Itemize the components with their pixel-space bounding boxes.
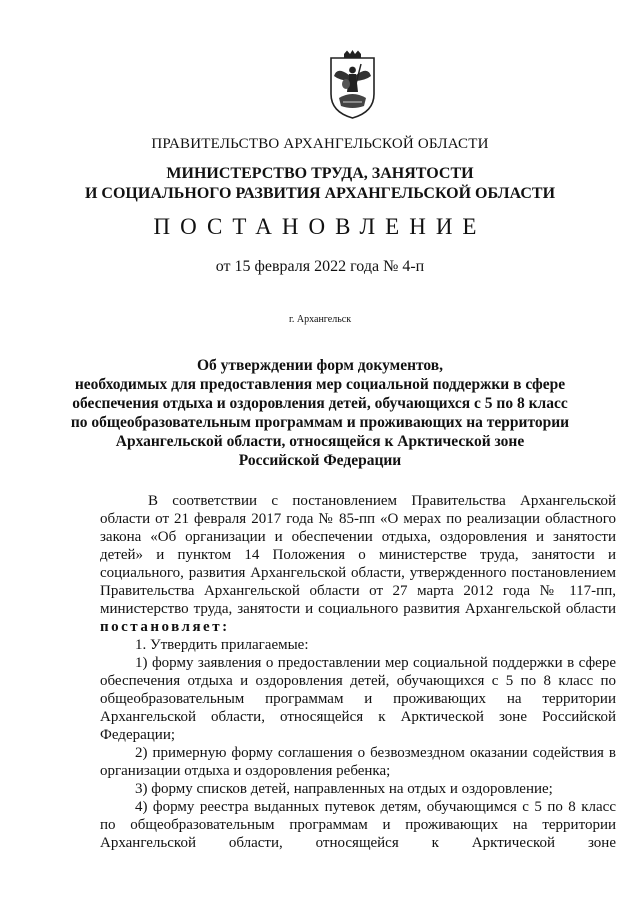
coat-of-arms-graphic <box>325 50 380 120</box>
title-line: необходимых для предоставления мер социальной поддержки в сфере <box>74 376 566 393</box>
government-name: ПРАВИТЕЛЬСТВО АРХАНГЕЛЬСКОЙ ОБЛАСТИ <box>151 136 489 152</box>
point-1: 1. Утвердить прилагаемые: <box>135 637 309 653</box>
list-item-2: 2) примерную форму соглашения о безвозмездном оказании содействия в организации отдыха и оздоровления ребенка; <box>100 745 616 779</box>
coat-of-arms-icon <box>325 50 380 120</box>
ministry-line-1: МИНИСТЕРСТВО ТРУДА, ЗАНЯТОСТИ <box>166 165 474 182</box>
document-date-number: от 15 февраля 2022 года № 4-п <box>215 258 425 275</box>
ministry-line-2: И СОЦИАЛЬНОГО РАЗВИТИЯ АРХАНГЕЛЬСКОЙ ОБЛАСТИ <box>84 185 556 202</box>
list-item-1: 1) форму заявления о предоставлении мер социальной поддержки в сфере обеспечения отдыха и оздоровления детей, обучающихся с 5 по 8 класс по общеобразовательным программам и проживающих на территории Архангельской области, относящейся к Арктической зоне Российской Федерации; <box>100 655 616 743</box>
resolves-word: постановляет: <box>100 619 230 635</box>
title-line: Российской Федерации <box>238 452 402 469</box>
document-body <box>100 492 616 852</box>
document-title <box>70 356 570 470</box>
document-city: г. Архангельск <box>288 314 352 325</box>
list-item-3: 3) форму списков детей, направленных на отдых и оздоровление; <box>135 781 553 797</box>
title-line: Архангельской области, относящейся к Арктической зоне <box>115 433 525 450</box>
list-item-4: 4) форму реестра выданных путевок детям, обучающимся с 5 по 8 класс по общеобразовательным программам и проживающих на территории Архангельской области, относящейся к Арктической зоне <box>100 799 616 851</box>
ministry-name <box>0 164 640 204</box>
title-line: по общеобразовательным программам и проживающих на территории <box>70 414 570 431</box>
title-line: Об утверждении форм документов, <box>196 357 444 374</box>
title-line: обеспечения отдыха и оздоровления детей, обучающихся с 5 по 8 класс <box>72 395 568 412</box>
document-type: ПОСТАНОВЛЕНИЕ <box>153 214 487 239</box>
preamble-paragraph <box>100 492 616 636</box>
preamble-text: В соответствии с постановлением Правительства Архангельской области от 21 февраля 2017 года № 85-пп «О мерах по реализации областного закона «Об организации и обеспечении отдыха, оздоровления и занятости детей» и пунктом 14 Положения о министерстве труда, занятости и социального, развития Архангельской области, утвержденного постановлением Правительства Архангельской области от 27 марта 2012 года № 117-пп, министерство труда, занятости и социального развития Архангельской области <box>100 493 616 617</box>
